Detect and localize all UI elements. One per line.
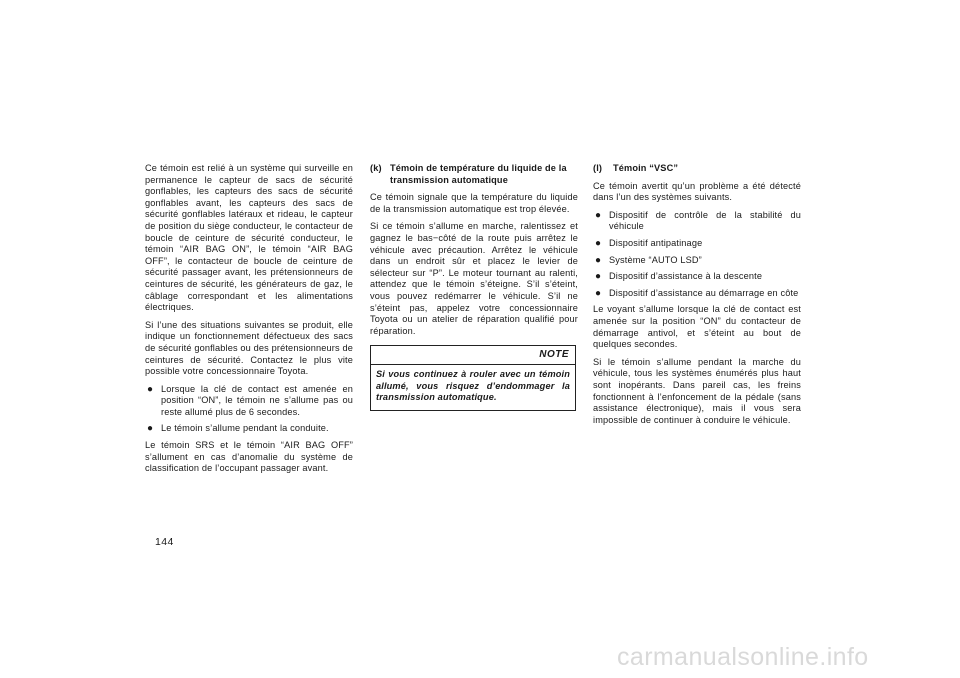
col2-paragraph-1: Ce témoin signale que la température du liquide de la transmission automatique est trop élevée.: [370, 192, 578, 214]
section-k-title: Témoin de température du liquide de la transmission automatique: [390, 163, 567, 185]
col3-bullet-5: [593, 288, 801, 300]
col3-bullet-4: [593, 271, 801, 283]
bullet-dot-icon: ●: [595, 287, 602, 299]
section-k-label: (k): [370, 163, 382, 173]
section-l-label: (l): [593, 163, 603, 173]
col1-bullet-1-text: Lorsque la clé de contact est amenée en position “ON”, le témoin ne s’allume pas ou reste allumé plus de 6 secondes.: [161, 383, 353, 417]
col3-bullet-2-text: Dispositif antipatinage: [609, 237, 703, 248]
bullet-dot-icon: ●: [595, 254, 602, 266]
note-box: [370, 345, 576, 410]
section-k-heading: [370, 163, 578, 186]
col3-bullet-5-text: Dispositif d’assistance au démarrage en côte: [609, 287, 799, 298]
col3-bullet-1: [593, 210, 801, 233]
column-3: [593, 163, 801, 432]
col3-bullet-4-text: Dispositif d’assistance à la descente: [609, 271, 763, 282]
watermark-text: carmanualsonline.info: [617, 643, 869, 671]
col1-paragraph-1: Ce témoin est relié à un système qui surveille en permanence le capteur de sacs de sécurité gonflables, les capteurs des sacs de sécurité gonflables avant, les capteurs des sacs de sécurité gonflables latéraux et rideau, le capteur de position du siège conducteur, le contacteur de boucle de ceinture de sécurité conducteur, le témoin “AIR BAG ON”, le témoin “AIR BAG OFF”, le contacteur de boucle de ceinture de sécurité passager avant, les prétensionneurs de ceintures de sécurité, les générateurs de gaz, le câblage correspondant et les alimentations électriques.: [145, 163, 353, 313]
col2-paragraph-2: Si ce témoin s’allume en marche, ralentissez et gagnez le bas−côté de la route puis arrêtez le véhicule avec précaution. Arrêtez le véhicule dans un endroit sûr et placez le levier de sélecteur sur “P”. Le moteur tournant au ralenti, attendez que le témoin s’éteigne. S’il s’éteint, vous pouvez redémarrer le véhicule. S’il ne s’éteint pas, appelez votre concessionnaire Toyota ou un atelier de réparation qualifié pour réparation.: [370, 221, 578, 336]
col1-bullet-1: [145, 384, 353, 419]
col3-bullet-1-text: Dispositif de contrôle de la stabilité du véhicule: [609, 209, 801, 232]
col1-paragraph-2: Si l’une des situations suivantes se produit, elle indique un fonctionnement défectueux des sacs de sécurité gonflables ou des prétensionneurs de ceintures de sécurité. Contactez le plus vite possible votre concessionnaire Toyota.: [145, 319, 353, 377]
column-2: [370, 163, 578, 411]
bullet-dot-icon: ●: [595, 209, 602, 221]
bullet-dot-icon: ●: [595, 271, 602, 283]
bullet-dot-icon: ●: [595, 237, 602, 249]
col1-bullet-2: [145, 423, 353, 435]
note-title: NOTE: [371, 346, 575, 365]
bullet-dot-icon: ●: [147, 383, 154, 395]
section-l-title: Témoin “VSC”: [613, 163, 679, 173]
col3-bullet-2: [593, 238, 801, 250]
col3-paragraph-3: Si le témoin s’allume pendant la marche du véhicule, tous les systèmes énumérés plus haut sont inopérants. Dans pareil cas, les freins fonctionnent à l’enfoncement de la pédale (sans assistance électronique), mais il vous sera impossible de continuer à conduire le véhicule.: [593, 356, 801, 425]
col3-paragraph-1: Ce témoin avertit qu’un problème a été détecté dans l’un des systèmes suivants.: [593, 180, 801, 203]
col1-paragraph-3: Le témoin SRS et le témoin “AIR BAG OFF” s’allument en cas d’anomalie du système de classification de l’occupant passager avant.: [145, 440, 353, 474]
note-text: Si vous continuez à rouler avec un témoin allumé, vous risquez d’endommager la transmission automatique.: [376, 368, 570, 403]
col3-paragraph-2: Le voyant s’allume lorsque la clé de contact est amenée sur la position “ON” du contacteur de démarrage antivol, et s’éteint au bout de quelques secondes.: [593, 304, 801, 350]
bullet-dot-icon: ●: [147, 423, 154, 435]
column-1: [145, 163, 353, 481]
page-number: 144: [155, 536, 174, 548]
section-l-heading: [593, 163, 801, 175]
col3-bullet-3: [593, 255, 801, 267]
col3-bullet-3-text: Système “AUTO LSD”: [609, 254, 702, 265]
col1-bullet-2-text: Le témoin s’allume pendant la conduite.: [161, 423, 329, 434]
